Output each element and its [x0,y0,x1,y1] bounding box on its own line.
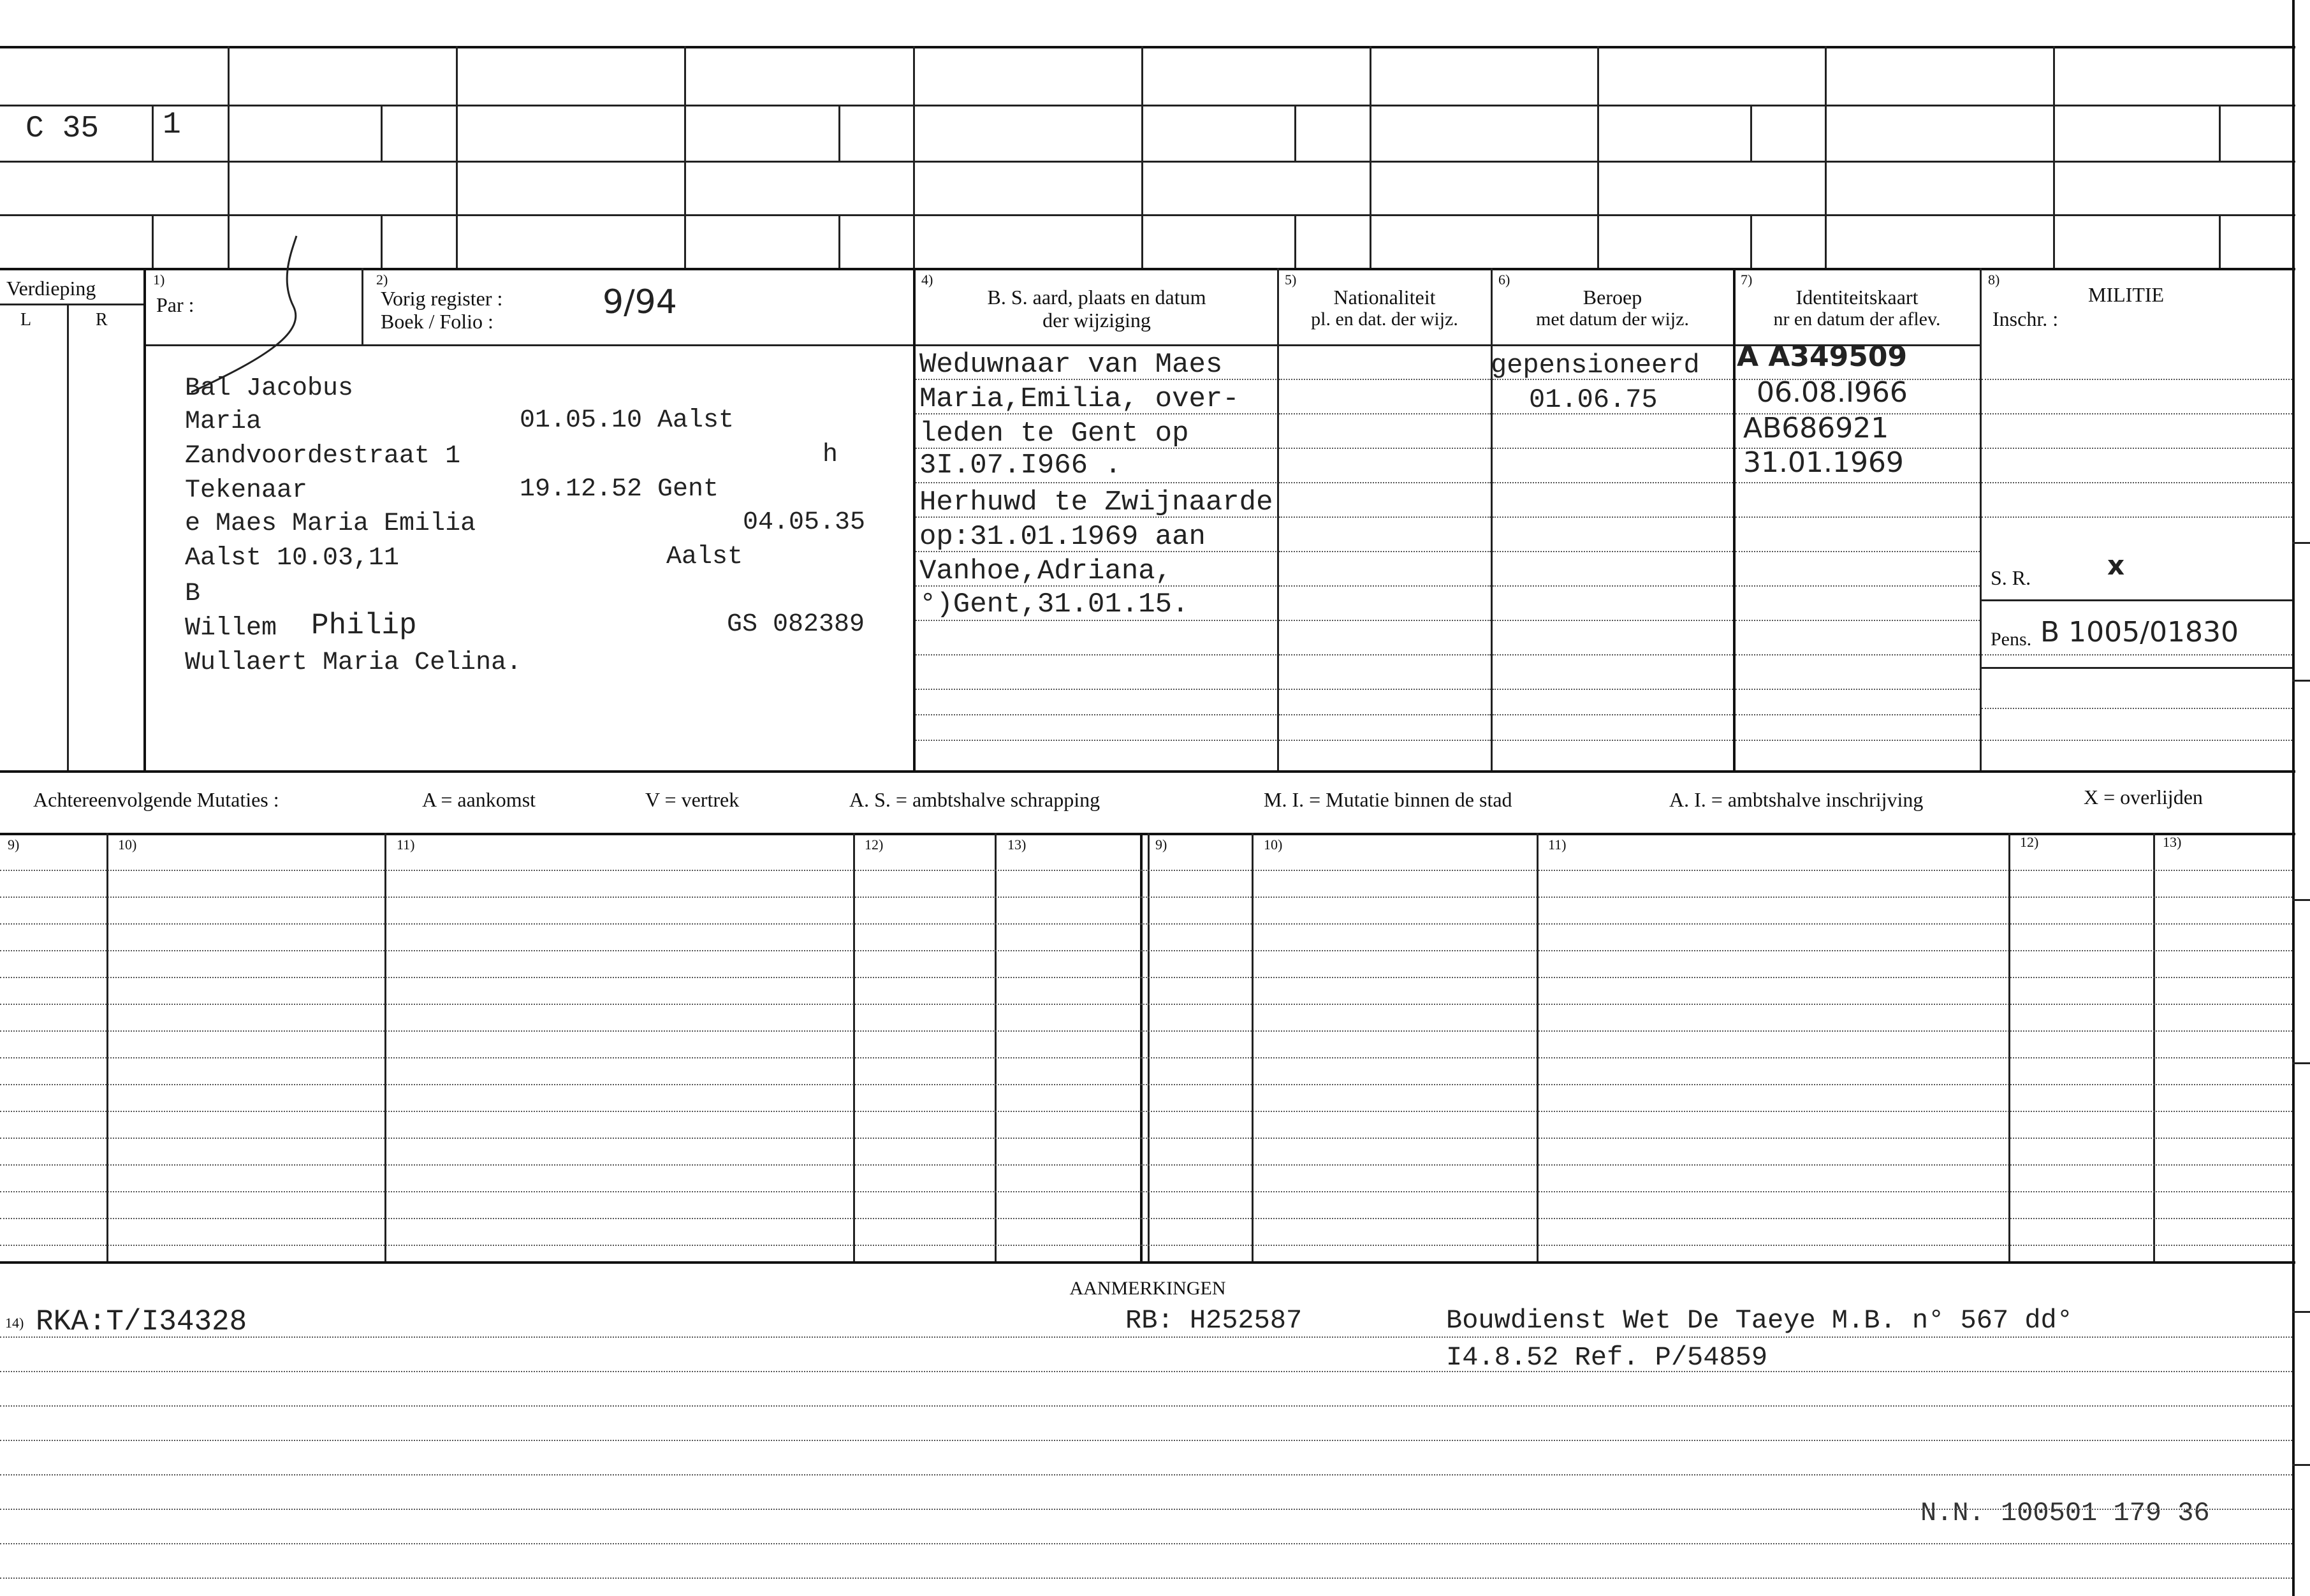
bs-entry-2: Maria,Emilia, over- [919,383,1239,415]
bs-entry-7: Vanhoe,Adriana, [919,555,1173,587]
militie-header: MILITIE [2088,283,2165,306]
beroep-entry-1: gepensioneerd [1491,350,1700,381]
vorig-register-label: Vorig register : [381,287,503,310]
mutatie-x: X = overlijden [2084,786,2203,809]
mut-col-13-b: 13) [2163,834,2182,850]
footnote-1: 1) [153,272,165,288]
beroep-entry-2: 01.06.75 [1529,384,1658,415]
bs-entry-5: Herhuwd te Zwijnaarde [919,487,1273,518]
id-entry-1: A A349509 [1737,340,1908,373]
pens-value: B 1005/01830 [2040,616,2239,648]
bouwdienst-line-1: Bouwdienst Wet De Taeye M.B. n° 567 dd° [1446,1305,2073,1336]
mutatie-ai: A. I. = ambtshalve inschrijving [1669,788,1924,811]
footnote-2: 2) [376,272,388,288]
nn-number: N.N. 100501 179 36 [1920,1498,2210,1528]
mutatie-as: A. S. = ambtshalve schrapping [849,788,1100,811]
bs-entry-4: 3I.07.I966 . [919,450,1122,481]
nationaliteit-header-1: Nationaliteit [1333,286,1436,309]
identiteitskaart-header-2: nr en datum der aflev. [1773,309,1941,330]
cell-1: 1 [163,108,181,142]
par-label: Par : [156,293,194,316]
mother-name: Wullaert Maria Celina. [185,648,522,677]
footnote-7: 7) [1741,272,1753,288]
bs-entry-8: °)Gent,31.01.15. [919,589,1189,620]
sr-label: S. R. [1991,566,2031,589]
gs-number: GS 082389 [727,610,865,639]
mut-col-12-b: 12) [2020,834,2039,850]
footnote-14: 14) [5,1315,24,1331]
id-entry-2: 06.08.I966 [1757,376,1908,409]
beroep-header-1: Beroep [1583,286,1642,309]
bs-entry-6: op:31.01.1969 aan [919,521,1206,553]
identiteitskaart-header-1: Identiteitskaart [1795,286,1919,309]
vorig-register-value: 9/94 [603,283,677,321]
beroep-header-2: met datum der wijz. [1536,309,1689,330]
person-occupation: Tekenaar [185,476,308,505]
inschr-label: Inschr. : [1992,307,2059,330]
mut-col-12-a: 12) [865,837,884,853]
person-street: Zandvoordestraat 1 [185,442,461,471]
spouse-name: e Maes Maria Emilia [185,509,476,538]
father-name: Willem [185,614,277,643]
mut-col-13-a: 13) [1007,837,1027,853]
footnote-5: 5) [1285,272,1297,288]
bs-entry-1: Weduwnaar van Maes [919,349,1223,381]
mutaties-title: Achtereenvolgende Mutaties : [33,788,279,811]
bs-header-2: der wijziging [1042,309,1151,332]
bs-entry-3: leden te Gent op [919,418,1189,450]
mutatie-v: V = vertrek [645,788,740,811]
spouse-date: 04.05.35 [743,508,866,537]
id-entry-4: 31.01.1969 [1743,446,1904,479]
mut-col-10-a: 10) [118,837,137,853]
footnote-6: 6) [1498,272,1510,288]
mutatie-mi: M. I. = Mutatie binnen de stad [1264,788,1512,811]
mutatie-a: A = aankomst [422,788,536,811]
col-r-label: R [96,310,108,330]
father-name-2: Philip [311,609,417,642]
sr-value: x [2107,550,2125,581]
person-birth: 01.05.10 Aalst [520,406,735,435]
footnote-4: 4) [921,272,933,288]
rb-value: RB: H252587 [1125,1305,1303,1336]
marker-b: B [185,580,201,608]
id-entry-3: AB686921 [1743,412,1889,444]
rka-value: RKA:T/I34328 [36,1305,247,1338]
bs-header-1: B. S. aard, plaats en datum [987,286,1206,309]
boek-folio-label: Boek / Folio : [381,310,493,333]
aanmerkingen-title: AANMERKINGEN [1069,1278,1226,1299]
cell-c35: C 35 [26,112,99,146]
nationaliteit-header-2: pl. en dat. der wijz. [1311,309,1458,330]
pens-label: Pens. [1991,629,2032,650]
col-l-label: L [20,310,32,330]
spouse-place: Aalst [666,543,743,571]
person-name-2: Maria [185,407,262,436]
bouwdienst-line-2: I4.8.52 Ref. P/54859 [1446,1342,1768,1373]
person-h: h [822,441,838,469]
mut-col-10-b: 10) [1264,837,1283,853]
verdieping-label: Verdieping [6,277,96,300]
person-occupation-date: 19.12.52 Gent [520,475,719,504]
mut-col-9-b: 9) [1155,837,1167,853]
footnote-8: 8) [1988,272,2000,288]
mut-col-11-b: 11) [1548,837,1567,853]
mut-col-9-a: 9) [8,837,20,853]
spouse-birth: Aalst 10.03,11 [185,544,400,573]
mut-col-11-a: 11) [397,837,415,853]
person-name: Bal Jacobus [185,374,354,403]
